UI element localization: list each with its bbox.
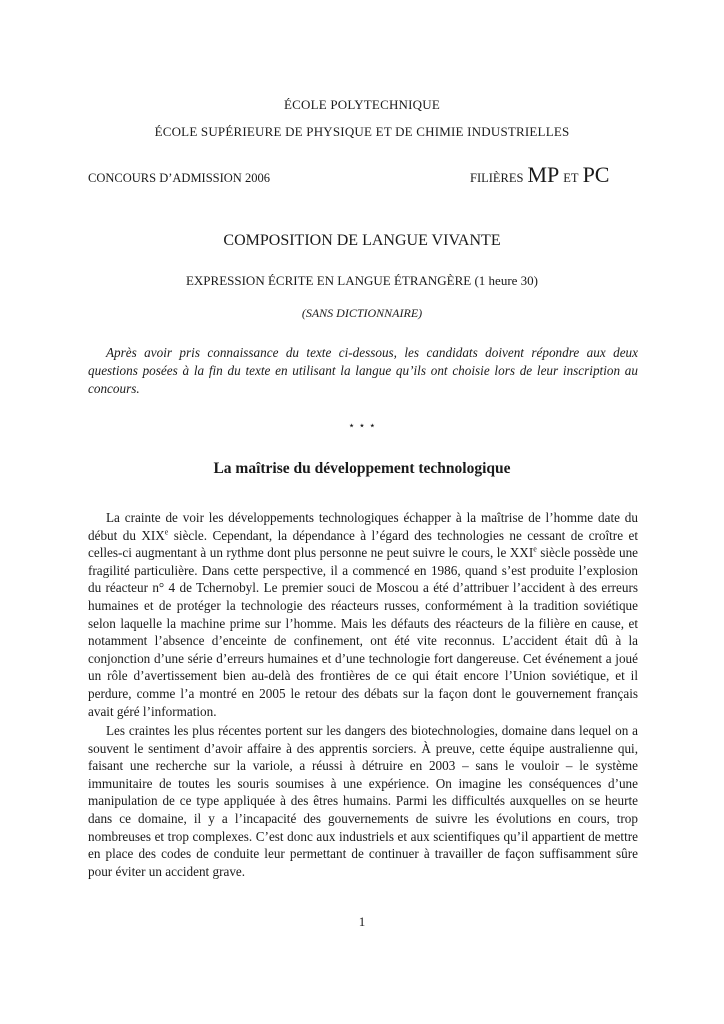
superscript-e: e — [164, 527, 169, 537]
instructions: Après avoir pris connaissance du texte ci-dessous, les candidats doivent répondre aux deux questions posées à la fin du texte en utilisant la langue qu’ils ont choisie lors de leur inscription au concours. — [88, 345, 638, 396]
article-title: La maîtrise du développement technologique — [213, 460, 511, 477]
paragraph-1-part-a: La crainte de voir les développements technologiques échapper à la maîtrise de l’homme date du début du XIX — [88, 510, 638, 543]
school-name-1: ÉCOLE POLYTECHNIQUE — [284, 97, 440, 112]
exam-note: (SANS DICTIONNAIRE) — [301, 306, 423, 320]
paragraph-1-part-c: siècle possède une fragilité particulière. Dans cette perspective, il a commencé en 1986, quand s’est produite l’explosion du réacteur n° 4 de Tchernobyl. Le premier souci de Moscou a été d’attribuer l’accident à des erreurs humaines et de protéger la technologie des réacteurs russes, conformément à la tradition soviétique selon laquelle la machine prime sur l’homme. Mais les défauts des réacteurs de la filière en cause, et notamment l’absence d’enceinte de confinement, ont été vite reconnus. L’accident était dû à la conjonction d’une série d’erreurs humaines et d’une technologie fort dangereuse. Cet événement a joué un rôle d’avertissement bien au-delà des frontières de ce qui était encore l’Union soviétique, et il perdure, comme l’a montré en 2005 le retour des débats sur la façon dont le gouvernement français avait géré l’information. — [88, 545, 639, 719]
exam-subtitle: EXPRESSION ÉCRITE EN LANGUE ÉTRANGÈRE (1 heure 30) — [185, 273, 539, 288]
filiere-pc: PC — [582, 162, 610, 187]
et-label: ET — [563, 171, 579, 185]
filieres-label: FILIÈRES — [470, 171, 524, 185]
exam-title: COMPOSITION DE LANGUE VIVANTE — [223, 232, 501, 249]
filieres-line — [470, 162, 609, 188]
page-number: 1 — [358, 914, 366, 929]
separator-stars: ⋆ ⋆ ⋆ — [348, 419, 376, 432]
paragraph-1-part-b: siècle. Cependant, la dépendance à l’égard des technologies ne cessant de croître et celles-ci augmentant à un rythme dont plus personne ne peut suivre le cours, le XXI — [88, 527, 638, 561]
superscript-e: e — [533, 544, 537, 554]
school-name-2: ÉCOLE SUPÉRIEURE DE PHYSIQUE ET DE CHIMIE INDUSTRIELLES — [154, 124, 570, 139]
article-paragraph-2: Les craintes les plus récentes portent sur les dangers des biotechnologies, domaine dans lequel on a souvent le sentiment d’avoir affaire à des apprentis sorciers. À preuve, cette équipe australienne qui, faisant une recherche sur la variole, a réussi à détruire en 2003 – sans le vouloir – le système immunitaire de toutes les souris soumises à une expérience. On imagine les conséquences d’une manipulation de ce type appliquée à des êtres humains. Parmi les difficultés auxquelles on se heurte dans ce domaine, il y a l’incapacité des gouvernements de suivre les évolutions en cours, trop nombreuses et trop complexes. C’est donc aux industriels et aux scientifiques qu’il appartient de mettre en place des codes de conduite leur permettant de continuer à travailler de façon suffisamment sûre pour éviter un accident grave. — [88, 723, 638, 879]
concours-label: CONCOURS D’ADMISSION 2006 — [88, 171, 270, 185]
filiere-mp: MP — [527, 162, 560, 187]
article-paragraph-1 — [88, 509, 638, 720]
